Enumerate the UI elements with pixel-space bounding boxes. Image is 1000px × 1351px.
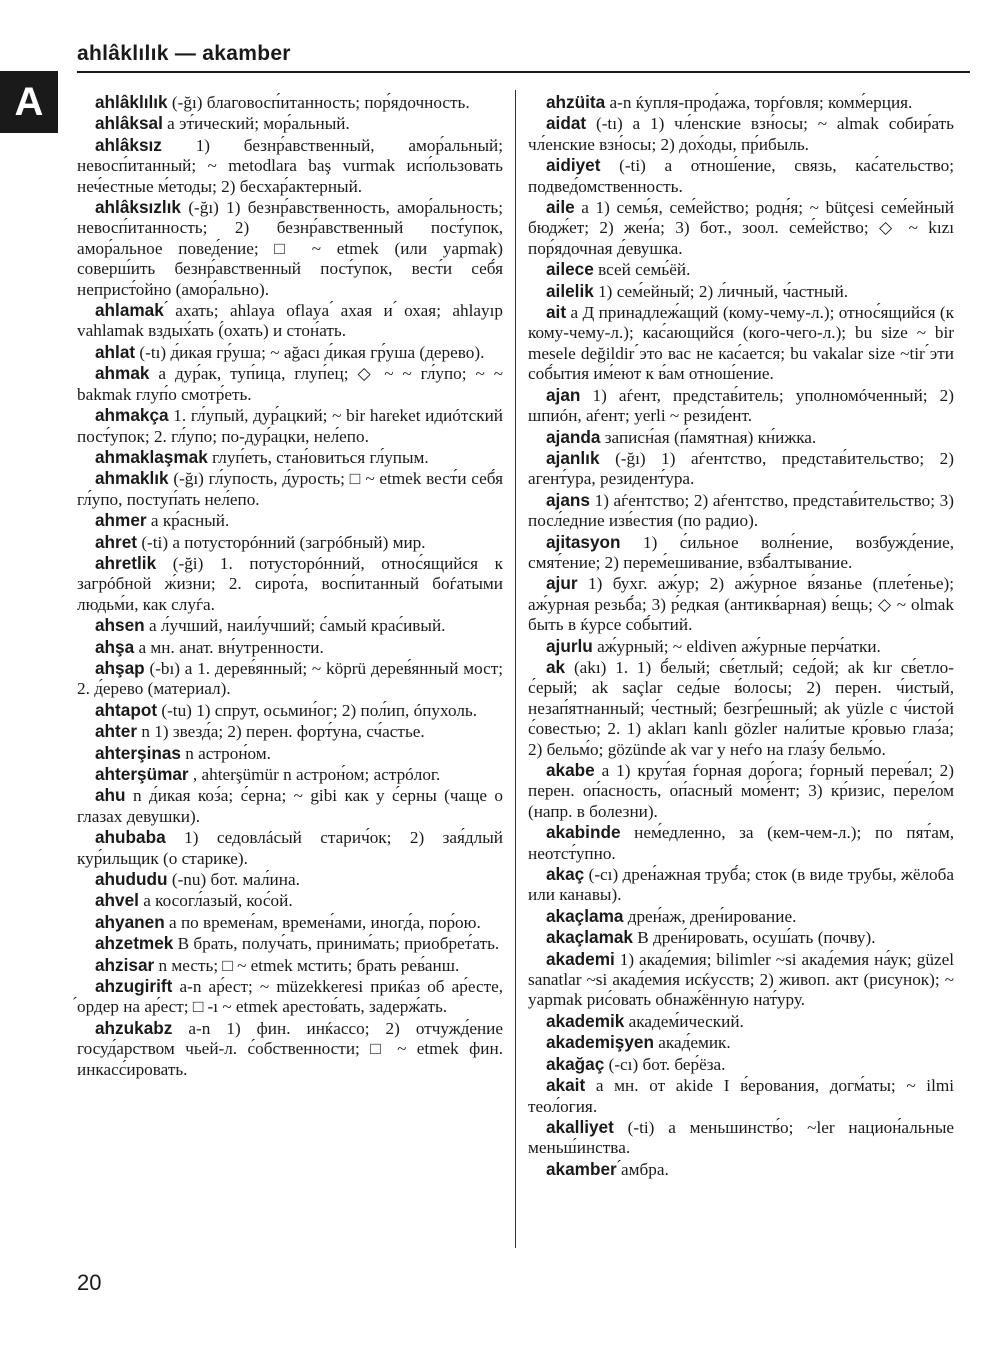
entry-headword: ahlâklılık — [95, 92, 168, 112]
entry-definition: 1) с́ильное волн́ение, возбужд́ение, смят́ение; 2) перем́ешивание, взб́алтывание. — [528, 532, 955, 572]
entry-definition: (-ğı) гл́упость, д́урость; □ ~ etmek вест́и себ́я гл́упо, поступ́ать нел́епо. — [77, 469, 503, 509]
entry-definition: аж́урный; ~ eldiven аж́урные перч́атки. — [597, 636, 881, 656]
dictionary-entry — [77, 869, 503, 890]
entry-definition: a 1) крут́ая ѓорная дор́ога; ѓорный перев́ал; 2) перен. оп́асность, оп́асный мом́ент; 3) кр́изис, перел́ом (напр. в болезни). — [528, 761, 954, 821]
entry-definition: a кр́асный. — [150, 511, 230, 531]
entry-headword: ait — [546, 302, 567, 323]
entry-headword: ahmaklaşmak — [95, 446, 208, 467]
entry-headword: akabinde — [546, 822, 621, 843]
entry-headword: ahlamak — [95, 300, 164, 321]
dictionary-entry — [528, 532, 954, 574]
entry-definition: (-ği) 1. потусторóнний, относ́ящийся к загрóбной ж́изни; 2. сирот́а, восп́итанный боѓатыми людьм́и, как слуѓа. — [77, 553, 503, 614]
dictionary-entry — [528, 113, 954, 155]
entry-definition: 1) аѓент, представ́итель; уполномóченный; 2) шпиóн, аѓент; yerli ~ резид́ент. — [528, 385, 955, 426]
entry-definition: (-ti) a меньшинств́о; ~ler национ́альные меньш́инства. — [528, 1117, 954, 1158]
dictionary-entry — [77, 955, 503, 976]
entry-headword: ahter — [95, 721, 138, 742]
dictionary-entry — [528, 949, 954, 1011]
entry-definition: a л́учший, наил́учший; с́амый крас́ивый. — [148, 616, 446, 636]
entry-definition: (-ğı) 1) безнр́авственность, амор́альность; невосп́итанность; 2) безнр́авственный пост́упок, амор́альное повед́ение; □ ~ etmek (или yapmak) соверш́ить безнр́авственный пост́упок, вест́и себ́я неприст́ойно (амор́ально). — [77, 198, 504, 299]
entry-definition: (-cı) бот. бер́ёза. — [608, 1054, 726, 1074]
entry-definition: 1. гл́упый, дур́ацкий; ~ bir hareket идиóтский пост́упок; 2. гл́упо; по-дур́ацки, нел́епо. — [77, 406, 503, 446]
dictionary-entry — [528, 1032, 954, 1053]
dictionary-entry — [77, 743, 503, 764]
entry-headword: ahmakça — [95, 405, 169, 426]
entry-definition: (-bı) a 1. дерев́янный; ~ köprü дерев́янный мост; 2. д́ерево (материал). — [77, 658, 504, 699]
dictionary-entry — [528, 490, 954, 532]
entry-headword: ahzugirift — [95, 976, 173, 997]
entry-headword: ahyanen — [95, 911, 165, 932]
entry-definition: a мн. от akide I в́ерования, догм́аты; ~ ilmi теол́огия. — [528, 1076, 955, 1116]
entry-definition: записн́ая (п́амятная) кн́ижка. — [604, 427, 817, 447]
entry-definition: ́ахать; ahlaya oflaya ́ахая и ́охая; ahlayıp vahlamak вздых́ать (́охать) и стон́ать. — [77, 301, 503, 341]
entry-headword: ailece — [546, 259, 594, 280]
entry-definition: a мн. анат. вн́утренности. — [138, 637, 324, 657]
entry-definition: a-n ќупля-прод́ажа, торѓовля; комм́ерция. — [609, 93, 913, 112]
dictionary-entry — [77, 637, 503, 658]
entry-definition: (-nu) бот. мал́ина. — [171, 870, 300, 890]
dictionary-entry — [77, 721, 503, 742]
entry-definition: (-ğı) благовосп́итанность; пор́ядочность. — [171, 93, 470, 112]
dictionary-entry — [528, 927, 954, 948]
entry-headword: ahterşümar — [95, 764, 189, 784]
entry-headword: ahmak — [95, 363, 150, 384]
entry-definition: a по времен́ам, времен́ами, иногд́а, пор́ою. — [169, 912, 481, 932]
entry-definition: a-n ар́ест; ~ müzekkeresi приќаз об ар́есте, ́ордер на ар́ест; □ -ı ~ etmek арестов́ать, задерж́ать. — [77, 977, 504, 1017]
entry-headword: ahzetmek — [95, 933, 174, 954]
entry-headword: aile — [546, 197, 575, 218]
dictionary-entry — [528, 573, 954, 635]
dictionary-entry — [77, 827, 503, 869]
dictionary-entry — [77, 92, 503, 113]
entry-headword: ahubaba — [95, 827, 166, 848]
dictionary-entry — [528, 427, 954, 448]
entry-headword: akait — [546, 1075, 586, 1096]
entry-headword: aidiyet — [546, 155, 601, 176]
entry-headword: akalliyet — [546, 1116, 614, 1137]
dictionary-entry — [77, 300, 503, 342]
entry-definition: a дур́ак, туп́ица, глуп́ец; ◇ ~ ~ гл́упо; ~ ~ bakmak глуп́о смотр́еть. — [77, 364, 503, 404]
entry-headword: ahşap — [95, 657, 145, 678]
dictionary-entry — [528, 155, 954, 197]
entry-headword: ajitasyon — [546, 531, 621, 552]
entry-headword: akağaç — [546, 1053, 605, 1074]
header-rule — [77, 71, 970, 73]
entry-definition: всей семь́ёй. — [598, 260, 691, 280]
dictionary-entry — [528, 448, 954, 490]
dictionary-entry — [77, 342, 503, 363]
entry-headword: ahvel — [95, 890, 139, 911]
entry-definition: акад́емик. — [658, 1033, 731, 1053]
entry-headword: ailelik — [546, 280, 594, 301]
entry-definition: (-ti) a отнош́ение, связь, кас́ательство; подвед́омственность. — [528, 156, 954, 196]
entry-headword: ajurlu — [546, 635, 593, 656]
dictionary-entry — [528, 906, 954, 927]
dictionary-entry — [77, 912, 503, 933]
dictionary-entry — [77, 468, 503, 510]
dictionary-entry — [528, 1011, 954, 1032]
entry-headword: ahlâksızlık — [95, 197, 181, 218]
entry-definition: a эт́ический; мор́альный. — [167, 114, 350, 134]
dictionary-entry — [77, 447, 503, 468]
dictionary-entry — [528, 760, 954, 822]
entry-headword: ajans — [546, 489, 590, 510]
dictionary-entry — [528, 281, 954, 302]
entry-definition: 1) седовлáсый старич́ок; 2) зая́длый кур́ильщик (о старике). — [77, 828, 503, 868]
entry-headword: ak — [546, 656, 566, 677]
entry-definition: 1) безнр́авственный, амор́альный; невосп́итанный; ~ metodlara baş vurmak исп́ользовать неч́естные м́етоды; 2) бесхар́актерный. — [77, 135, 503, 196]
entry-definition: n астрон́ом. — [185, 743, 271, 763]
entry-definition: дрен́аж, дрен́ирование. — [627, 906, 797, 926]
entry-definition: (-ğı) 1) аѓентство, представ́ительство; 2) агент́ура, резидент́ура. — [528, 448, 954, 489]
entry-definition: a косогл́азый, кос́ой. — [143, 891, 293, 911]
dictionary-entry — [77, 363, 503, 405]
entry-headword: ahu — [95, 785, 126, 806]
dictionary-entry — [77, 700, 503, 721]
entry-definition: 1) бухг. аж́ур; 2) аж́урное в́язанье (плет́енье); аж́урная резьб́а; 3) р́едкая (антикв́арная) в́ещь; ◇ ~ olmak быть в ќурсе соб́ытий. — [528, 574, 954, 635]
entry-headword: ahret — [95, 531, 138, 552]
entry-headword: ajanlık — [546, 447, 600, 468]
entry-definition: a-n 1) фин. инќассо; 2) отчужд́ение госуд́арством чьей-л. с́обственности; □ ~ etmek фин. инкасс́ировать. — [77, 1018, 504, 1079]
entry-headword: akaçlama — [546, 905, 624, 926]
dictionary-entry — [528, 1159, 954, 1180]
dictionary-entry — [528, 657, 954, 760]
entry-headword: ahlâksız — [95, 134, 162, 155]
entry-definition: , ahterşümür n астрон́ом; астрóлог. — [192, 765, 441, 784]
dictionary-entry — [528, 302, 954, 385]
entry-headword: ahududu — [95, 869, 168, 890]
dictionary-entry — [528, 1075, 954, 1117]
entry-headword: ahterşinas — [95, 742, 181, 763]
dictionary-entry — [77, 890, 503, 911]
dictionary-entry — [528, 636, 954, 657]
dictionary-entry — [77, 113, 503, 134]
entry-definition: академ́ический. — [628, 1011, 744, 1031]
dictionary-entry — [528, 1117, 954, 1159]
entry-headword: aidat — [546, 113, 587, 134]
entry-definition: n 1) звезд́а; 2) перен. форт́уна, сч́астье. — [141, 722, 425, 742]
entry-headword: akaç — [546, 864, 585, 885]
running-title: ahlâklılık — akamber — [77, 42, 291, 65]
entry-headword: ahşa — [95, 636, 135, 657]
dictionary-entry — [77, 197, 503, 300]
entry-headword: ahsen — [95, 615, 145, 636]
entry-definition: (-tu) 1) спрут, осьмин́ог; 2) пол́ип, óпухоль. — [161, 700, 478, 720]
section-letter-tab: A — [0, 71, 58, 133]
entry-definition: n д́икая коз́а; с́ерна; ~ gibi как у с́ерны (чаще о глазах девушки). — [77, 786, 503, 826]
entry-definition: (-cı) дрен́ажная труб́а; сток (в виде трубы, жёлоба или канавы). — [528, 865, 955, 905]
page-number: 20 — [77, 1270, 102, 1295]
right-column — [528, 92, 954, 1180]
entry-definition: 1) сем́ейный; 2) л́ичный, ч́астный. — [598, 281, 849, 301]
entry-headword: akabe — [546, 760, 595, 780]
entry-headword: ahlâksal — [95, 113, 163, 134]
entry-definition: a 1) семь́я, сем́ейство; родн́я; ~ bütçesi сем́ейный бюдж́ет; 2) жен́а; 3) бот., зоол. сем́ейство; ◇ ~ kızı пор́ядочная д́евушка. — [528, 198, 955, 258]
entry-definition: n месть; □ ~ etmek мстить; брать рев́анш. — [158, 955, 460, 975]
entry-definition: (akı) 1. 1) б́елый; св́етлый; сед́ой; ak kır св́етло-с́ерый; ak saçlar сед́ые в́олосы; 2) перен. ч́истый, незап́ятнанный; ч́естный; безгр́ешный; ak yüzle с ч́истой с́овестью; 2. 1) akları kanlı gözler нал́итые кр́овью глаз́а; 2) бельм́о; gözünde ak var у неѓо на глаз́у бельм́о. — [528, 657, 955, 759]
entry-headword: ahzisar — [95, 954, 155, 975]
dictionary-entry — [528, 197, 954, 259]
entry-headword: ahzüita — [546, 92, 606, 112]
entry-headword: ahmaklık — [95, 468, 169, 489]
entry-definition: B брать, получ́ать, приним́ать; приобрет́ать. — [177, 934, 500, 954]
entry-headword: ajur — [546, 573, 578, 594]
entry-definition: (-ti) a потусторóнний (загрóбный) мир. — [141, 532, 426, 552]
dictionary-entry — [528, 1054, 954, 1075]
dictionary-entry — [528, 259, 954, 280]
entry-definition: a Д принадлеж́ащий (кому-чему-л.); относ́ящийся (к кому-чему-л.); кас́ающийся (кого-чего-л.); bu size ~ bir mesele değildir ́это вас не кас́ается; bu vakalar size ~tir ́эти соб́ытия им́еют к в́ам отнош́ение. — [528, 303, 955, 384]
column-divider — [515, 90, 516, 1248]
entry-headword: ahlat — [95, 341, 136, 362]
entry-definition: (-tı) a 1) чл́енские взн́осы; ~ almak собир́ать чл́енские взн́осы; 2) дох́оды, пр́ибыль. — [528, 114, 955, 154]
entry-headword: akamber — [546, 1158, 617, 1179]
entry-definition: глуп́еть, стан́овиться гл́упым. — [212, 447, 429, 467]
entry-headword: akademi — [546, 948, 615, 969]
dictionary-entry — [528, 385, 954, 427]
entry-definition: 1) акад́емия; bilimler ~si акад́емия на́ук; güzel sanatlar ~si акад́емия исќусств; 2) живоп. акт (рисунок); ~ yapmak рис́овать обнаж́ённую нат́уру. — [528, 949, 954, 1010]
left-column — [77, 92, 503, 1080]
dictionary-entry — [77, 785, 503, 827]
dictionary-entry — [77, 764, 503, 785]
dictionary-entry — [77, 135, 503, 197]
entry-headword: ajanda — [546, 426, 601, 447]
entry-definition: 1) аѓентство; 2) аѓентство, представ́ительство; 3) посл́едние изв́естия (по радио). — [528, 490, 955, 531]
entry-definition: B дрен́ировать, осуш́ать (почву). — [637, 928, 876, 948]
entry-definition: (-tı) д́икая гр́уша; ~ ağacı д́икая гр́уша (дерево). — [139, 342, 485, 362]
entry-definition: нем́едленно, за (кем-чем-л.); по пят́ам, неотст́упно. — [528, 823, 954, 863]
entry-headword: ajan — [546, 384, 581, 405]
dictionary-entry — [77, 933, 503, 954]
entry-headword: ahzukabz — [95, 1017, 173, 1038]
dictionary-entry — [528, 92, 954, 113]
dictionary-entry — [77, 976, 503, 1018]
entry-headword: akademik — [546, 1010, 625, 1031]
dictionary-entry — [77, 658, 503, 700]
entry-headword: akademişyen — [546, 1032, 654, 1053]
entry-headword: ahretlik — [95, 552, 157, 573]
dictionary-entry — [77, 510, 503, 531]
dictionary-entry — [528, 864, 954, 906]
dictionary-entry — [77, 615, 503, 636]
entry-definition: ́амбра. — [621, 1159, 669, 1179]
dictionary-entry — [77, 1018, 503, 1080]
dictionary-entry — [528, 822, 954, 864]
entry-headword: akaçlamak — [546, 927, 633, 948]
entry-headword: ahtapot — [95, 699, 158, 720]
dictionary-entry — [77, 553, 503, 615]
entry-headword: ahmer — [95, 510, 147, 531]
dictionary-entry — [77, 405, 503, 447]
dictionary-entry — [77, 532, 503, 553]
